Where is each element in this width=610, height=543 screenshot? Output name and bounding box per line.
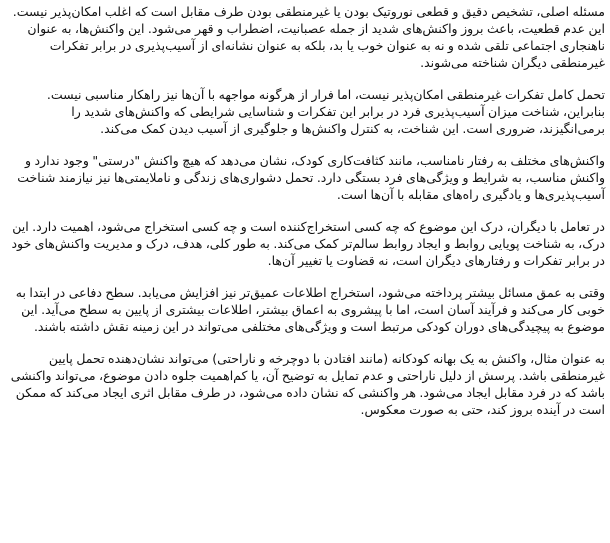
paragraph: در تعامل با دیگران، درک این موضوع که چه کسی استخراج‌کننده است و چه کسی استخراج می‌شود، اهمیت دارد. این درک، به شناخت پویایی روابط و ایجاد روابط سالم‌تر کمک می‌کند. به طور کلی، هدف، درک و مدیریت واکنش‌های خود در برابر تفکرات و رفتارهای دیگران است، نه قضاوت یا تغییر آن‌ها. <box>11 219 605 268</box>
paragraph: واکنش‌های مختلف به رفتار نامناسب، مانند کثافت‌کاری کودک، نشان می‌دهد که هیچ واکنش "درستی" وجود ندارد و واکنش مناسب، به شرایط و ویژگی‌های فرد بستگی دارد. تحمل دشواری‌های زندگی و ناملایمتی‌ها نیز نیازمند شناخت آسیب‌پذیری‌ها و یادگیری راه‌های مقابله با آن‌ها است. <box>17 153 605 202</box>
paragraph: مسئله اصلی، تشخیص دقیق و قطعی نوروتیک بودن یا غیرمنطقی بودن طرف مقابل است که اغلب امکان‌پذیر نیست. این عدم قطعیت، باعث بروز واکنش‌های شدید از جمله عصبانیت، اضطراب و قهر می‌شود. این واکنش‌ها، به عنوان ناهنجاری اجتماعی تلقی شده و نه به عنوان خوب یا بد، بلکه به عنوان نشانه‌ای از آسیب‌پذیری در برابر تفکرات غیرمنطقی دیگران شناخته می‌شوند. <box>12 4 605 70</box>
paragraph: وقتی به عمق مسائل بیشتر پرداخته می‌شود، استخراج اطلاعات عمیق‌تر نیز افزایش می‌یابد. سطح دفاعی در ابتدا به خوبی کار می‌کند و فرآیند آسان است، اما با پیشروی به اعماق بیشتر، اطلاعات بیشتری از پایین به سطح می‌آید. این موضوع به پیچیدگی‌های دوران کودکی مرتبط است و ویژگی‌های مختلفی می‌تواند در این زمینه نقش داشته باشند. <box>15 285 605 334</box>
paragraph: تحمل کامل تفکرات غیرمنطقی امکان‌پذیر نیست، اما فرار از هرگونه مواجهه با آن‌ها نیز راهکار مناسبی نیست. بنابراین، شناخت میزان آسیب‌پذیری فرد در برابر این تفکرات و شناسایی شرایطی که واکنش‌های شدید را برمی‌انگیزند، ضروری است. این شناخت، به کنترل واکنش‌ها و جلوگیری از آسیب دیدن کمک می‌کند. <box>46 87 605 136</box>
paragraph: به عنوان مثال، واکنش به یک بهانه کودکانه (مانند افتادن با دوچرخه و ناراحتی) می‌تواند نشان‌دهنده تحمل پایین غیرمنطقی باشد. پرسش از دلیل ناراحتی و عدم تمایل به توضیح آن، یا کم‌اهمیت جلوه دادن موضوع، می‌تواند واکنشی باشد که در فرد مقابل ایجاد می‌شود. هر واکنشی که نشان داده می‌شود، در طرف مقابل اثری ایجاد می‌کند که ممکن است در آینده بروز کند، حتی به صورت معکوس. <box>10 351 605 417</box>
